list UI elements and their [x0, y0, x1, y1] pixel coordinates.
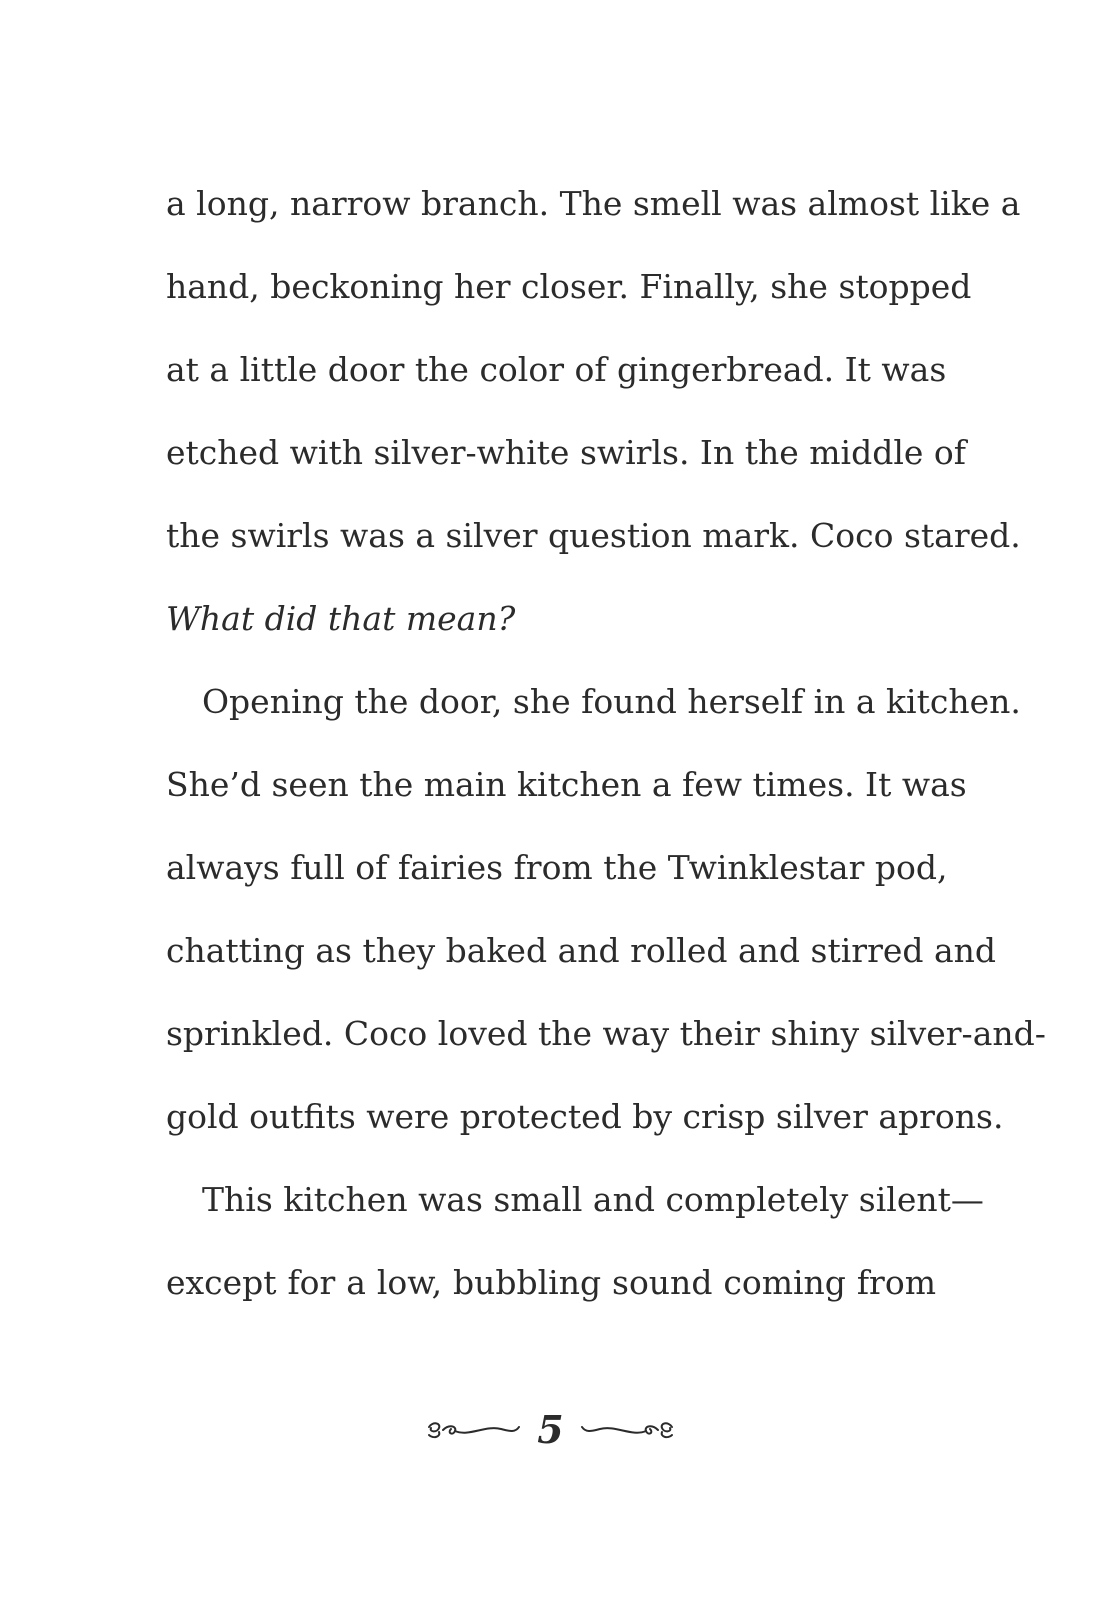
page-footer	[0, 1400, 1101, 1460]
text-line-italic: What did that mean?	[166, 599, 516, 638]
text-line: the swirls was a silver question mark. Coco stared.	[166, 516, 1021, 555]
paragraph-start: This kitchen was small and completely silent—	[202, 1180, 984, 1219]
text-line: She’d seen the main kitchen a few times. It was	[166, 765, 967, 804]
text-line: hand, beckoning her closer. Finally, she stopped	[166, 267, 972, 306]
text-line: except for a low, bubbling sound coming from	[166, 1263, 936, 1302]
text-line: sprinkled. Coco loved the way their shiny silver-and-	[166, 1014, 1046, 1053]
text-line: gold outfits were protected by crisp silver aprons.	[166, 1097, 1004, 1136]
text-line: at a little door the color of gingerbread. It was	[166, 350, 947, 389]
paragraph-start: Opening the door, she found herself in a kitchen.	[202, 682, 1021, 721]
text-line: a long, narrow branch. The smell was almost like a	[166, 184, 1021, 223]
text-line: chatting as they baked and rolled and stirred and	[166, 931, 997, 970]
body-text	[166, 175, 1046, 1337]
text-line: always full of fairies from the Twinklestar pod,	[166, 848, 948, 887]
text-line: etched with silver-white swirls. In the middle of	[166, 433, 966, 472]
flourish-right-icon	[578, 1415, 676, 1445]
page-number: 5	[537, 1407, 564, 1452]
flourish-left-icon	[425, 1415, 523, 1445]
